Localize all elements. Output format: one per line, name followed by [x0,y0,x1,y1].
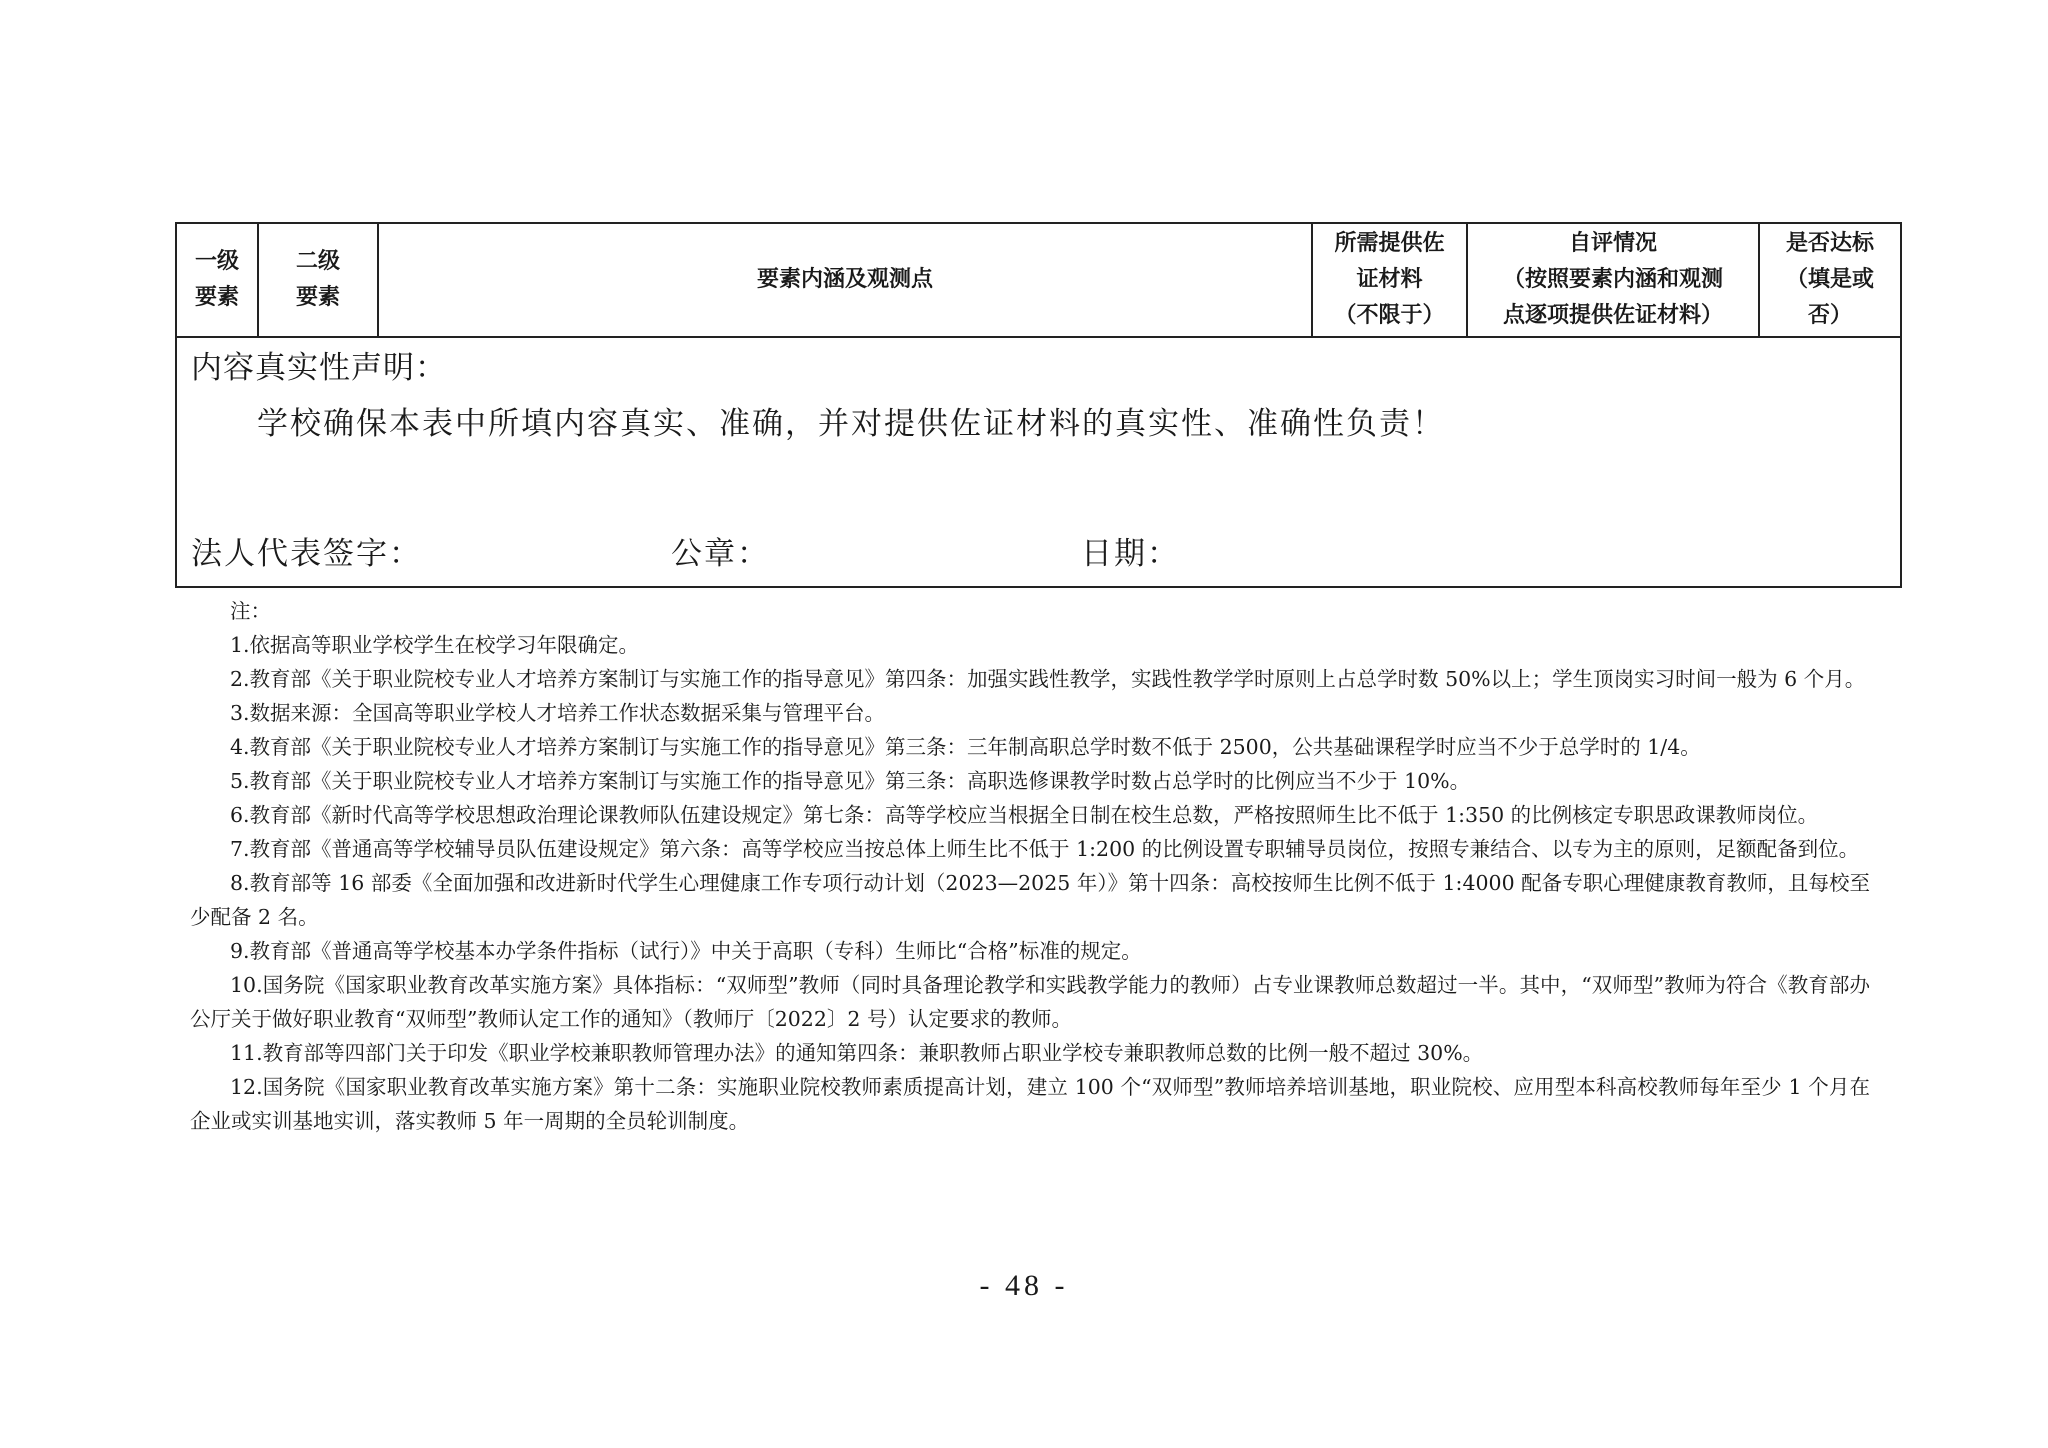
header-line: 点逐项提供佐证材料） [1502,303,1723,328]
declaration-body: 学校确保本表中所填内容真实、准确，并对提供佐证材料的真实性、准确性负责！ [257,406,1445,442]
note-item: 3.数据来源：全国高等职业学校人才培养工作状态数据采集与管理平台。 [230,701,886,725]
declaration-cell [176,337,1901,587]
header-line: （按照要素内涵和观测 [1502,267,1723,292]
header-level2-element [258,223,378,337]
header-line: 所需提供佐 [1334,231,1445,256]
header-line: 否） [1807,303,1852,328]
header-element-content [378,223,1312,337]
legal-rep-signature-label: 法人代表签字： [191,536,422,572]
note-item: 9.教育部《普通高等学校基本办学条件指标（试行）》中关于高职（专科）生师比“合格”标准的规定。 [230,939,1142,963]
evaluation-table [175,222,1902,588]
note-item: 5.教育部《关于职业院校专业人才培养方案制订与实施工作的指导意见》第三条：高职选修课教学时数占总学时的比例应当不少于 10%。 [230,769,1471,793]
declaration-row [176,337,1901,587]
header-self-assessment [1467,223,1759,337]
page-number: - 48 - [979,1269,1069,1302]
note-item: 1.依据高等职业学校学生在校学习年限确定。 [230,633,640,657]
note-item: 6.教育部《新时代高等学校思想政治理论课教师队伍建设规定》第七条：高等学校应当根据全日制在校生总数，严格按照师生比不低于 1:350 的比例核定专职思政课教师岗位。 [230,803,1819,827]
notes-section [190,594,1870,1138]
header-line: （填是或 [1785,267,1874,292]
declaration-title: 内容真实性声明： [191,350,447,386]
header-meets-standard [1759,223,1901,337]
note-item: 8.教育部等 16 部委《全面加强和改进新时代学生心理健康工作专项行动计划（2023—2025 年）》第十四条：高校按师生比例不低于 1:4000 配备专职心理健康教育教师，且每校至少配备 2 名。 [190,871,1870,929]
header-required-evidence [1312,223,1467,337]
note-item: 10.国务院《国家职业教育改革实施方案》具体指标：“双师型”教师（同时具备理论教学和实践教学能力的教师）占专业课教师总数超过一半。其中，“双师型”教师为符合《教育部办公厅关于做好职业教育“双师型”教师认定工作的通知》（教师厅〔2022〕2 号）认定要求的教师。 [190,973,1870,1031]
note-item: 11.教育部等四部门关于印发《职业学校兼职教师管理办法》的通知第四条：兼职教师占职业学校专兼职教师总数的比例一般不超过 30%。 [230,1041,1484,1065]
note-item: 4.教育部《关于职业院校专业人才培养方案制订与实施工作的指导意见》第三条：三年制高职总学时数不低于 2500，公共基础课程学时应当不少于总学时的 1/4。 [230,735,1701,759]
header-level1-element [176,223,258,337]
note-item: 12.国务院《国家职业教育改革实施方案》第十二条：实施职业院校教师素质提高计划，建立 100 个“双师型”教师培养培训基地，职业院校、应用型本科高校教师每年至少 1 个月在企业或实训基地实训，落实教师 5 年一周期的全员轮训制度。 [190,1075,1870,1133]
official-seal-label: 公章： [671,536,770,572]
date-label: 日期： [1081,536,1180,572]
note-item: 7.教育部《普通高等学校辅导员队伍建设规定》第六条：高等学校应当按总体上师生比不低于 1:200 的比例设置专职辅导员岗位，按照专兼结合、以专为主的原则，足额配备到位。 [230,837,1860,861]
header-line: 要素内涵及观测点 [756,267,933,292]
note-item: 2.教育部《关于职业院校专业人才培养方案制订与实施工作的指导意见》第四条：加强实践性教学，实践性教学学时原则上占总学时数 50%以上；学生顶岗实习时间一般为 6 个月。 [230,667,1866,691]
header-line: 证材料 [1356,267,1423,292]
header-line: 是否达标 [1785,231,1874,256]
header-line: 一级 [194,249,239,274]
header-line: （不限于） [1334,303,1445,328]
notes-heading: 注： [230,599,271,623]
header-line: 二级 [295,249,340,274]
header-line: 自评情况 [1568,231,1657,256]
header-line: 要素 [194,285,239,310]
table-header-row [176,223,1901,337]
header-line: 要素 [295,285,340,310]
